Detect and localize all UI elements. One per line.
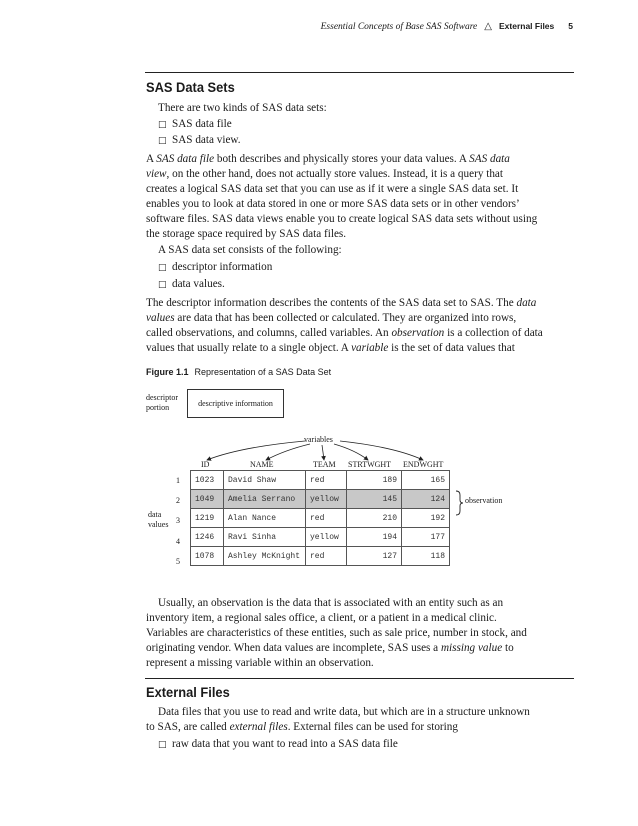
paragraph: There are two kinds of SAS data sets:: [158, 102, 327, 114]
column-header: ENDWGHT: [403, 460, 444, 469]
table-row: 1078 Ashley McKnight red 127 118: [191, 547, 450, 566]
paragraph-line: Data files that you use to read and write data, but which are in a structure unknown: [158, 706, 530, 718]
row-number: 3: [176, 516, 180, 525]
paragraph-line: values are data that has been collected or calculated. They are organized into rows,: [146, 312, 517, 324]
paragraph-line: values that usually relate to a single object. A variable is the set of data values that: [146, 342, 515, 354]
section-rule: [145, 678, 574, 679]
column-header: TEAM: [313, 460, 336, 469]
data-values-label: data values: [148, 510, 169, 529]
variables-label: variables: [304, 435, 333, 444]
arrow-name: [266, 444, 310, 460]
paragraph-line: Usually, an observation is the data that is associated with an entity such as an: [158, 597, 504, 609]
list-item: □ descriptor information: [158, 260, 272, 276]
paragraph-line: The descriptor information describes the contents of the SAS data set to SAS. The data: [146, 297, 537, 309]
paragraph-line: originating vendor. When data values are incomplete, SAS uses a missing value to: [146, 642, 514, 654]
figure-label: Figure 1.1: [146, 367, 189, 377]
data-table: [190, 470, 450, 566]
section-heading-sas-data-sets: SAS Data Sets: [146, 79, 235, 95]
table-row: 1023 David Shaw red 189 165: [191, 471, 450, 490]
observation-brace: [456, 491, 463, 515]
bullet-box-icon: □: [158, 740, 167, 750]
arrow-strtwght: [334, 444, 368, 460]
arrow-id: [207, 441, 305, 460]
column-header: NAME: [250, 460, 274, 469]
descriptor-portion-label: descriptor portion: [146, 393, 178, 412]
bullet-box-icon: □: [158, 120, 167, 130]
paragraph-line: enables you to look at data stored in one or more SAS data sets or in other vendors’: [146, 198, 520, 210]
bullet-box-icon: □: [158, 136, 167, 146]
bullet-box-icon: □: [158, 263, 167, 273]
paragraph-line: A SAS data file both describes and physically stores your data values. A SAS data: [146, 153, 510, 165]
running-head-separator-icon: △: [484, 21, 492, 32]
paragraph-line: called observations, and columns, called variables. An observation is a collection of data: [146, 327, 543, 339]
paragraph-line: to SAS, are called external files. External files can be used for storing: [146, 721, 458, 733]
paragraph-line: inventory item, a regional sales office, a client, or a patient in a medical clinic.: [146, 612, 497, 624]
page-number: 5: [568, 21, 573, 31]
list-item: □ SAS data view.: [158, 133, 241, 149]
paragraph-line: software files. SAS data views enable you to create logical SAS data sets without using: [146, 213, 538, 225]
row-number: 5: [176, 557, 180, 566]
arrow-team: [322, 445, 324, 460]
running-head-book-title: Essential Concepts of Base SAS Software: [320, 22, 478, 32]
section-heading-external-files: External Files: [146, 684, 230, 700]
bullet-box-icon: □: [158, 280, 167, 290]
descriptive-information-box: descriptive information: [187, 389, 284, 418]
list-item: □ raw data that you want to read into a SAS data file: [158, 737, 398, 753]
paragraph-line: the storage space required by SAS data files.: [146, 228, 347, 240]
column-header: STRTWGHT: [348, 460, 392, 469]
list-item: □ data values.: [158, 277, 225, 293]
table-row: 1219 Alan Nance red 210 192: [191, 509, 450, 528]
paragraph-line: creates a logical SAS data set that you can use as if it were a single SAS data set. It: [146, 183, 519, 195]
row-number: 2: [176, 496, 180, 505]
paragraph-line: Variables are characteristics of these entities, such as sale price, number in stock, and: [146, 627, 527, 639]
paragraph-line: represent a missing variable within an observation.: [146, 657, 374, 669]
running-head-chapter: External Files: [498, 21, 555, 31]
table-row-observation: 1049 Amelia Serrano yellow 145 124: [191, 490, 450, 509]
row-number: 1: [176, 476, 180, 485]
observation-label: observation: [465, 496, 503, 505]
column-header: ID: [201, 460, 210, 469]
paragraph: A SAS data set consists of the following:: [158, 244, 342, 256]
figure-caption-text: Representation of a SAS Data Set: [194, 367, 332, 377]
table-row: 1246 Ravi Sinha yellow 194 177: [191, 528, 450, 547]
paragraph-line: view, on the other hand, does not actually store values. Instead, it is a query that: [146, 168, 503, 180]
row-number: 4: [176, 537, 180, 546]
list-item: □ SAS data file: [158, 117, 232, 133]
